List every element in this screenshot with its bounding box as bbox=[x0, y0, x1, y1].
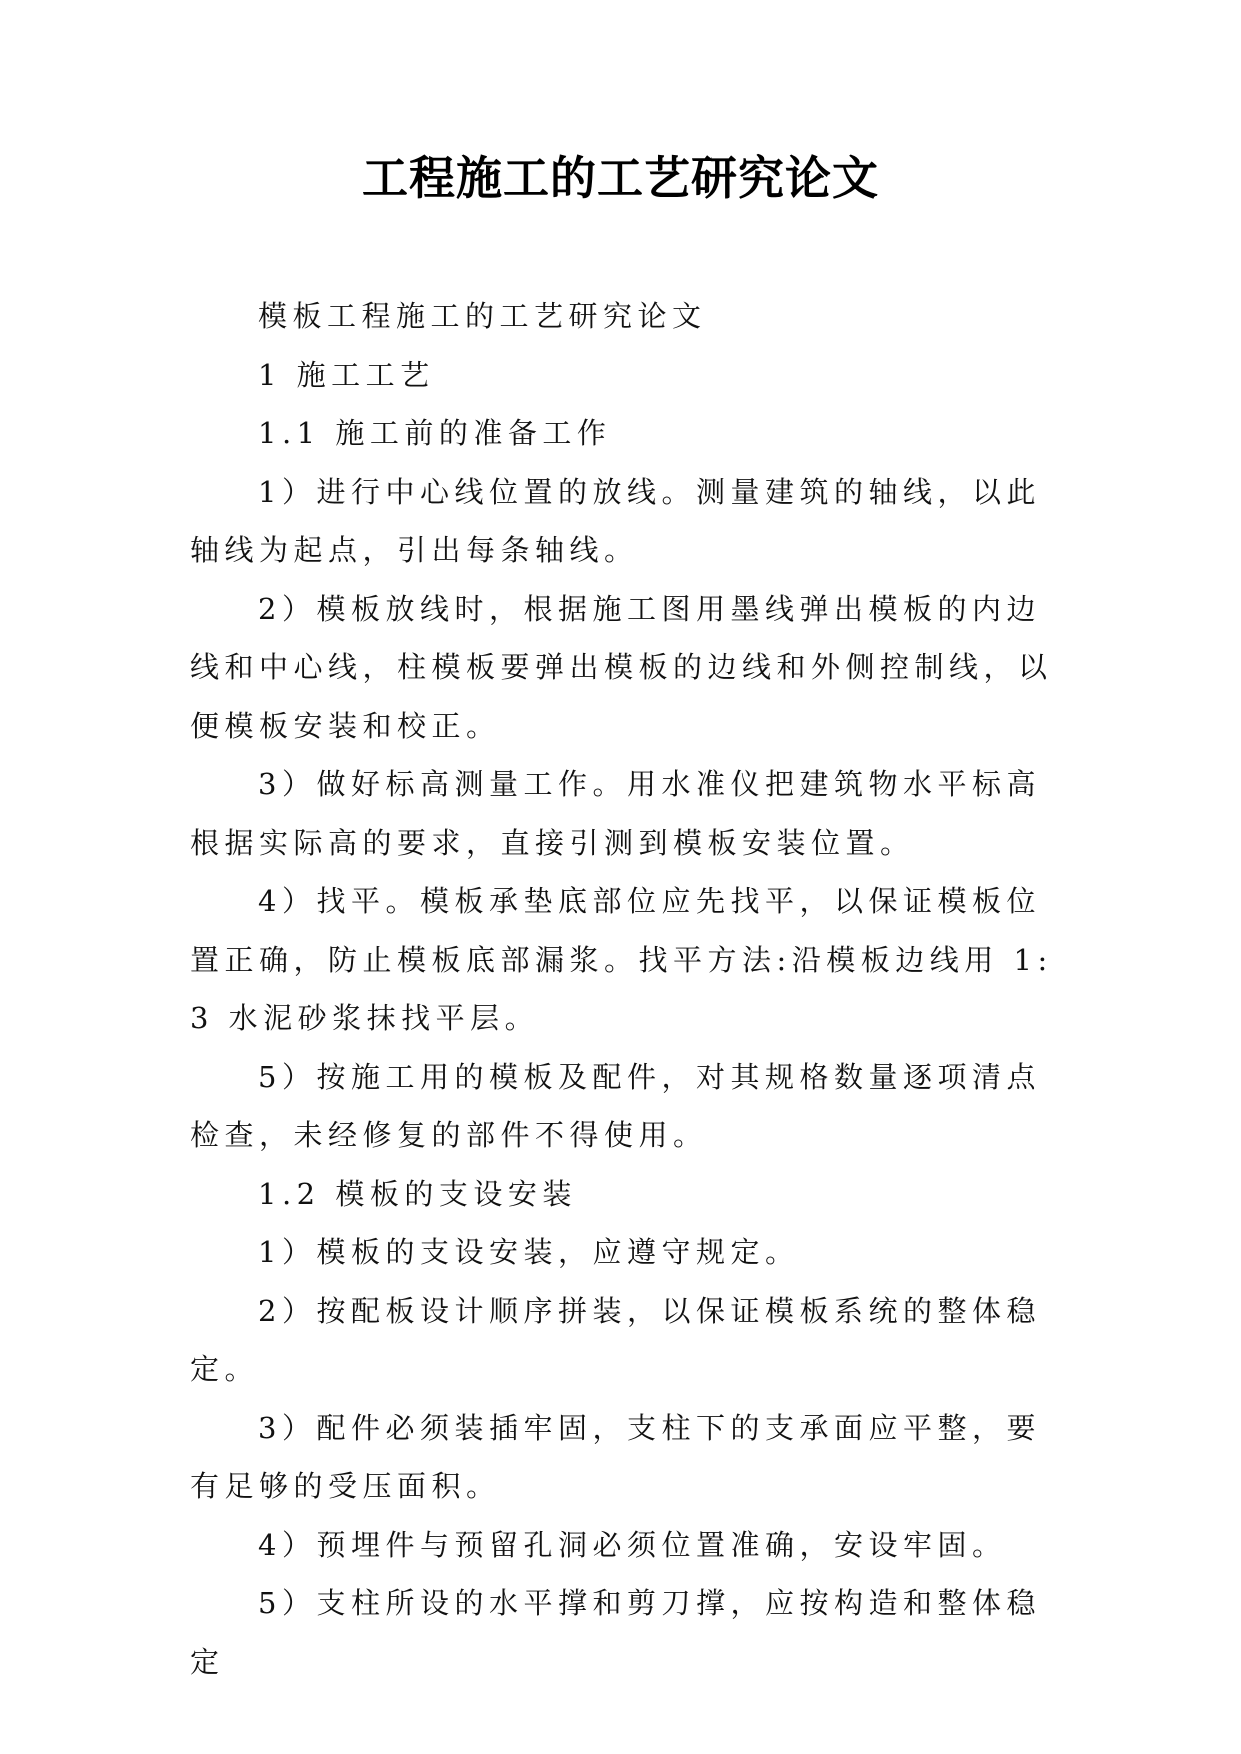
paragraph: 3）做好标高测量工作。用水准仪把建筑物水平标高根据实际高的要求，直接引测到模板安装位置。 bbox=[190, 767, 1041, 860]
paragraph: 1.2 模板的支设安装 bbox=[258, 1176, 577, 1211]
paragraph: 2）按配板设计顺序拼装，以保证模板系统的整体稳定。 bbox=[190, 1293, 1041, 1386]
paragraph: 4）找平。模板承垫底部位应先找平，以保证模板位置正确，防止模板底部漏浆。找平方法:沿模板边线用 1:3 水泥砂浆抹找平层。 bbox=[190, 884, 1053, 1035]
document-title: 工程施工的工艺研究论文 bbox=[362, 151, 879, 205]
document-body bbox=[190, 287, 1070, 1691]
paragraph: 1 施工工艺 bbox=[258, 357, 435, 392]
paragraph: 3）配件必须装插牢固，支柱下的支承面应平整，要有足够的受压面积。 bbox=[190, 1410, 1041, 1503]
paragraph: 模板工程施工的工艺研究论文 bbox=[258, 299, 707, 333]
paragraph: 1）模板的支设安装，应遵守规定。 bbox=[258, 1235, 800, 1269]
paragraph: 5）支柱所设的水平撑和剪刀撑，应按构造和整体稳定 bbox=[190, 1586, 1041, 1679]
paragraph: 1）进行中心线位置的放线。测量建筑的轴线，以此轴线为起点，引出每条轴线。 bbox=[190, 474, 1041, 567]
paragraph: 5）按施工用的模板及配件，对其规格数量逐项清点检查，未经修复的部件不得使用。 bbox=[190, 1059, 1041, 1152]
paragraph: 4）预埋件与预留孔洞必须位置准确，安设牢固。 bbox=[258, 1527, 1007, 1562]
paragraph: 1.1 施工前的准备工作 bbox=[258, 416, 612, 450]
paragraph: 2）模板放线时，根据施工图用墨线弹出模板的内边线和中心线，柱模板要弹出模板的边线和外侧控制线，以便模板安装和校正。 bbox=[190, 591, 1053, 743]
